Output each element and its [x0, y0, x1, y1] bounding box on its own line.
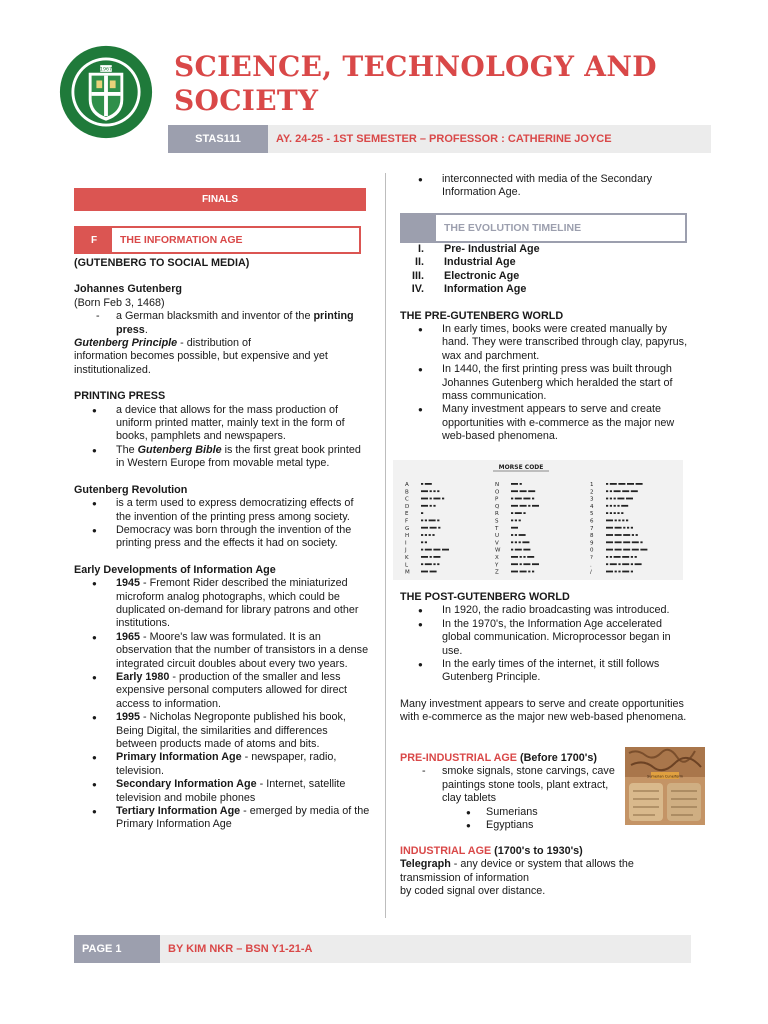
- morse-symbol: [433, 498, 440, 500]
- morse-char: H: [405, 533, 410, 540]
- morse-symbol: [606, 534, 613, 536]
- morse-symbol: [430, 571, 437, 573]
- morse-symbol: [511, 556, 518, 558]
- morse-symbol: [421, 534, 423, 536]
- footer-bar: [74, 935, 691, 963]
- morse-symbol: [425, 534, 427, 536]
- morse-char: 0: [590, 547, 594, 554]
- morse-symbol: [610, 483, 617, 485]
- section-tag: F: [76, 228, 112, 252]
- morse-symbol: [430, 505, 432, 507]
- morse-symbol: [627, 527, 629, 529]
- ancient-artifact-image: [625, 747, 705, 825]
- morse-symbol: [621, 505, 628, 507]
- morse-code-image: [393, 460, 683, 580]
- morse-char: 1: [590, 482, 594, 488]
- gutenberg-born: (Born Feb 3, 1468): [74, 296, 165, 309]
- morse-symbol: [421, 490, 428, 492]
- morse-symbol: [610, 490, 612, 492]
- title-line-1: SCIENCE, TECHNOLOGY AND: [174, 50, 657, 83]
- morse-char: R: [495, 511, 499, 518]
- morse-symbol: [430, 498, 432, 500]
- morse-symbol: [433, 549, 440, 551]
- morse-symbol: [421, 505, 428, 507]
- morse-symbol: [621, 512, 623, 514]
- morse-symbol: [606, 490, 608, 492]
- left-column: [74, 257, 370, 832]
- term-info: AY. 24-25 - 1ST SEMESTER – PROFESSOR : CATHERINE JOYCE: [276, 133, 612, 145]
- morse-symbol: [614, 505, 616, 507]
- morse-symbol: [520, 571, 527, 573]
- list-item: ● The Gutenberg Bible is the first great book printed in Western Europe from movable metal type.: [74, 444, 370, 471]
- morse-symbol: [606, 483, 608, 485]
- morse-symbol: [615, 541, 622, 543]
- morse-symbol: [430, 490, 432, 492]
- morse-symbol: [519, 520, 521, 522]
- telegraph-def-cont: by coded signal over distance.: [400, 885, 546, 898]
- morse-char: J: [405, 547, 407, 554]
- pre-gutenberg-title: THE PRE-GUTENBERG WORLD: [400, 309, 564, 322]
- morse-symbol: [631, 556, 633, 558]
- morse-symbol: [523, 549, 530, 551]
- morse-symbol: [623, 541, 630, 543]
- morse-symbol: [520, 490, 527, 492]
- morse-symbol: [421, 483, 423, 485]
- morse-symbol: [511, 490, 518, 492]
- gutenberg-desc: - a German blacksmith and inventor of the printing press.: [74, 310, 370, 337]
- gutenberg-name: Johannes Gutenberg: [74, 283, 182, 296]
- timeline-item: III. Electronic Age: [412, 269, 520, 282]
- morse-char: 9: [590, 540, 594, 547]
- morse-symbol: [511, 571, 518, 573]
- morse-char: P: [495, 496, 499, 503]
- morse-symbol: [425, 483, 432, 485]
- morse-symbol: [511, 512, 513, 514]
- morse-char: 4: [590, 503, 594, 510]
- morse-char: G: [405, 525, 410, 532]
- morse-symbol: [442, 498, 444, 500]
- morse-title: MORSE CODE: [498, 464, 544, 471]
- morse-symbol: [632, 534, 634, 536]
- morse-symbol: [622, 563, 629, 565]
- morse-char: M: [405, 569, 410, 576]
- morse-symbol: [532, 563, 539, 565]
- morse-symbol: [421, 556, 428, 558]
- morse-symbol: [618, 571, 620, 573]
- list-item: ● Democracy was born through the invention of the printing press and the effects it had on society.: [74, 524, 370, 551]
- morse-symbol: [532, 498, 534, 500]
- list-item: ● 1945 - Fremont Rider described the miniaturized microform analog photographs, which could be duplicated on-demand for library patrons and other institutions.: [74, 577, 370, 631]
- morse-symbol: [421, 563, 423, 565]
- morse-char: 7: [590, 525, 594, 532]
- morse-char: 6: [590, 518, 594, 525]
- list-item: ● In 1440, the first printing press was built through Johannes Gutenberg which heralded the start of mass communication.: [400, 363, 692, 403]
- morse-symbol: [614, 498, 616, 500]
- morse-char: C: [405, 496, 409, 503]
- morse-symbol: [425, 549, 432, 551]
- list-item: ● Egyptians: [400, 819, 622, 832]
- morse-char: ?: [590, 555, 593, 561]
- morse-char: F: [405, 518, 409, 525]
- morse-symbol: [437, 520, 439, 522]
- morse-symbol: [632, 541, 639, 543]
- morse-char: /: [590, 569, 592, 576]
- morse-symbol: [421, 541, 423, 543]
- morse-symbol: [523, 563, 530, 565]
- morse-symbol: [421, 527, 428, 529]
- morse-symbol: [511, 520, 513, 522]
- morse-symbol: [635, 556, 637, 558]
- list-item: ● is a term used to express democratizing effects of the invention of the printing press among society.: [74, 497, 370, 524]
- right-column-middle: [400, 591, 692, 725]
- morse-symbol: [519, 541, 521, 543]
- morse-symbol: [511, 483, 518, 485]
- morse-symbol: [511, 563, 518, 565]
- morse-symbol: [528, 571, 530, 573]
- timeline-item: I. Pre- Industrial Age: [418, 243, 540, 255]
- morse-char: Q: [495, 503, 500, 510]
- list-item: ● 1995 - Nicholas Negroponte published his book, Being Digital, the similarities and differences between products made of atoms and bits.: [74, 711, 370, 751]
- morse-symbol: [421, 512, 423, 514]
- morse-char: U: [495, 533, 500, 540]
- morse-symbol: [626, 498, 633, 500]
- morse-char: I: [405, 540, 407, 547]
- morse-char: D: [405, 503, 410, 510]
- morse-symbol: [523, 498, 530, 500]
- list-item: ● Primary Information Age - newspaper, radio, television.: [74, 751, 370, 778]
- morse-symbol: [523, 556, 525, 558]
- morse-char: B: [405, 489, 409, 496]
- timeline-item: II. Industrial Age: [415, 256, 516, 269]
- gutenberg-principle: Gutenberg Principle - distribution of information becomes possible, but expensive and yet institutionalized.: [74, 337, 328, 376]
- timeline-item: IV. Information Age: [411, 283, 527, 296]
- list-item: ● 1965 - Moore's law was formulated. It is an observation that the number of transistors in a dense integrated circuit doubles about every two years.: [74, 631, 370, 671]
- morse-symbol: [606, 498, 608, 500]
- revolution-title: Gutenberg Revolution: [74, 483, 188, 496]
- morse-char: V: [495, 540, 499, 547]
- morse-symbol: [635, 563, 642, 565]
- morse-symbol: [606, 556, 608, 558]
- morse-symbol: [515, 512, 522, 514]
- course-code: STAS111: [168, 125, 268, 153]
- morse-symbol: [615, 549, 622, 551]
- morse-symbol: [610, 505, 612, 507]
- morse-symbol: [606, 520, 613, 522]
- section-title: THE INFORMATION AGE: [120, 234, 243, 246]
- morse-symbol: [520, 556, 522, 558]
- morse-symbol: [615, 527, 622, 529]
- industrial-section: [400, 845, 692, 899]
- morse-symbol: [432, 534, 434, 536]
- post-gutenberg-title: THE POST-GUTENBERG WORLD: [400, 591, 570, 603]
- morse-char: 3: [590, 496, 594, 503]
- morse-symbol: [511, 527, 518, 529]
- morse-symbol: [631, 571, 633, 573]
- morse-symbol: [429, 534, 431, 536]
- morse-symbol: [425, 563, 432, 565]
- early-developments-title: Early Developments of Information Age: [74, 563, 276, 576]
- morse-symbol: [532, 505, 539, 507]
- morse-symbol: [636, 534, 638, 536]
- morse-symbol: [617, 505, 619, 507]
- morse-symbol: [627, 483, 634, 485]
- telegraph-def: Telegraph - any device or system that allows the transmission of information: [400, 858, 634, 884]
- finals-banner: FINALS: [74, 188, 366, 211]
- title-line-2: SOCIETY: [174, 84, 319, 117]
- morse-symbol: [421, 571, 428, 573]
- morse-symbol: [615, 520, 617, 522]
- morse-symbol: [606, 571, 613, 573]
- list-item: ● Secondary Information Age - Internet, satellite television and mobile phones: [74, 778, 370, 805]
- morse-symbol: [615, 534, 622, 536]
- morse-symbol: [622, 520, 624, 522]
- morse-symbol: [515, 534, 517, 536]
- morse-symbol: [511, 549, 513, 551]
- morse-char: X: [495, 555, 499, 561]
- morse-symbol: [606, 541, 613, 543]
- morse-symbol: [430, 527, 437, 529]
- page-number: PAGE 1: [74, 935, 160, 963]
- artifact-caption: Sumerian Cuneiform: [646, 774, 684, 779]
- morse-symbol: [622, 490, 629, 492]
- morse-symbol: [433, 505, 435, 507]
- morse-char: A: [405, 482, 409, 488]
- morse-symbol: [515, 520, 517, 522]
- morse-symbol: [511, 505, 518, 507]
- morse-symbol: [433, 490, 435, 492]
- morse-symbol: [433, 563, 435, 565]
- morse-symbol: [614, 556, 621, 558]
- morse-symbol: [622, 571, 629, 573]
- morse-char: O: [495, 489, 500, 496]
- list-item: ● a device that allows for the mass production of uniform printed matter, mainly text in the form of books, pamphlets and newspapers.: [74, 404, 370, 444]
- morse-char: T: [495, 525, 499, 532]
- pre-industrial-section: [400, 752, 622, 832]
- morse-symbol: [442, 549, 449, 551]
- list-item: ● In the early times of the internet, it still follows Gutenberg Principle.: [400, 658, 692, 685]
- author-credit: BY KIM NKR – BSN Y1-21-A: [168, 943, 313, 955]
- list-item: ● Tertiary Information Age - emerged by media of the Primary Information Age: [74, 805, 370, 832]
- morse-symbol: [617, 512, 619, 514]
- section-header-information-age: [74, 226, 361, 254]
- morse-char: L: [405, 562, 409, 569]
- morse-symbol: [640, 549, 647, 551]
- morse-symbol: [437, 563, 439, 565]
- morse-code-chart: [393, 460, 683, 580]
- morse-symbol: [622, 556, 629, 558]
- printing-press-title: PRINTING PRESS: [74, 390, 166, 403]
- morse-char: Y: [495, 562, 499, 569]
- university-seal-icon: [58, 44, 154, 140]
- morse-symbol: [523, 512, 525, 514]
- morse-symbol: [421, 498, 428, 500]
- morse-symbol: [626, 520, 628, 522]
- morse-symbol: [606, 527, 613, 529]
- list-item: ● Early 1980 - production of the smaller and less expensive personal computers allowed for direct access to information.: [74, 671, 370, 711]
- svg-text:1967: 1967: [99, 67, 113, 73]
- morse-symbol: [511, 534, 513, 536]
- morse-char: S: [495, 518, 499, 525]
- morse-symbol: [430, 556, 432, 558]
- pre-industrial-items: - smoke signals, stone carvings, cave paintings stone tools, plant extract, clay tablets: [400, 765, 622, 805]
- morse-symbol: [433, 556, 440, 558]
- morse-char: 5: [590, 511, 594, 518]
- morse-symbol: [618, 563, 620, 565]
- subtitle: (GUTENBERG TO SOCIAL MEDIA): [74, 257, 250, 269]
- morse-symbol: [511, 541, 513, 543]
- morse-symbol: [618, 483, 625, 485]
- morse-symbol: [636, 483, 643, 485]
- morse-symbol: [520, 483, 522, 485]
- morse-symbol: [614, 512, 616, 514]
- morse-symbol: [631, 490, 638, 492]
- morse-symbol: [631, 563, 633, 565]
- morse-symbol: [421, 549, 423, 551]
- morse-symbol: [610, 556, 612, 558]
- morse-symbol: [623, 527, 625, 529]
- morse-char: 8: [590, 533, 594, 540]
- list-item: ● In early times, books were created manually by hand. They were transcribed through clay, papyrus, wax and parchment.: [400, 323, 692, 363]
- morse-symbol: [618, 520, 620, 522]
- morse-symbol: [425, 541, 427, 543]
- morse-symbol: [527, 556, 534, 558]
- morse-symbol: [519, 534, 526, 536]
- morse-symbol: [515, 549, 522, 551]
- morse-symbol: [610, 563, 617, 565]
- morse-symbol: [511, 498, 513, 500]
- morse-char: Z: [495, 569, 499, 576]
- morse-char: .: [590, 562, 592, 569]
- morse-symbol: [429, 520, 436, 522]
- morse-symbol: [515, 498, 522, 500]
- list-item: ● In the 1970's, the Information Age accelerated global communication. Microprocessor began in use.: [400, 618, 692, 658]
- pre-industrial-title: PRE-INDUSTRIAL AGE (Before 1700's): [400, 752, 597, 764]
- morse-symbol: [528, 490, 535, 492]
- morse-symbol: [632, 549, 639, 551]
- section-title: THE EVOLUTION TIMELINE: [444, 222, 582, 234]
- morse-symbol: [606, 512, 608, 514]
- morse-char: W: [495, 547, 501, 554]
- industrial-title: INDUSTRIAL AGE (1700's to 1930's): [400, 845, 583, 857]
- morse-symbol: [438, 527, 440, 529]
- morse-symbol: [640, 541, 642, 543]
- morse-char: N: [495, 482, 500, 488]
- morse-symbol: [606, 549, 613, 551]
- morse-char: 2: [590, 489, 594, 496]
- list-item: ● In 1920, the radio broadcasting was introduced.: [400, 604, 692, 617]
- morse-symbol: [421, 520, 423, 522]
- morse-symbol: [623, 549, 630, 551]
- morse-symbol: [425, 520, 427, 522]
- morse-symbol: [528, 505, 530, 507]
- morse-char: K: [405, 555, 409, 561]
- list-item: ● Sumerians: [400, 806, 622, 819]
- morse-char: E: [405, 511, 409, 518]
- right-column-top: [400, 243, 692, 444]
- morse-symbol: [606, 505, 608, 507]
- morse-symbol: [617, 498, 624, 500]
- investment-paragraph: Many investment appears to serve and create opportunities with e-commerce as the major new web-based phenomena.: [400, 697, 687, 724]
- morse-symbol: [615, 571, 617, 573]
- morse-symbol: [610, 498, 612, 500]
- list-item: ● Many investment appears to serve and create opportunities with e-commerce as the major new web-based phenomena.: [400, 403, 692, 443]
- page-title: [174, 50, 657, 118]
- continuation-text: ● interconnected with media of the Secondary Information Age.: [400, 173, 690, 200]
- section-tag: [402, 215, 436, 241]
- section-header-evolution-timeline: [400, 213, 687, 243]
- morse-symbol: [614, 490, 621, 492]
- morse-symbol: [631, 527, 633, 529]
- morse-symbol: [606, 563, 608, 565]
- morse-symbol: [532, 571, 534, 573]
- morse-symbol: [522, 541, 529, 543]
- morse-symbol: [520, 505, 527, 507]
- morse-symbol: [623, 534, 630, 536]
- morse-symbol: [515, 541, 517, 543]
- morse-symbol: [437, 490, 439, 492]
- morse-symbol: [610, 512, 612, 514]
- morse-symbol: [520, 563, 522, 565]
- column-divider: [385, 173, 386, 918]
